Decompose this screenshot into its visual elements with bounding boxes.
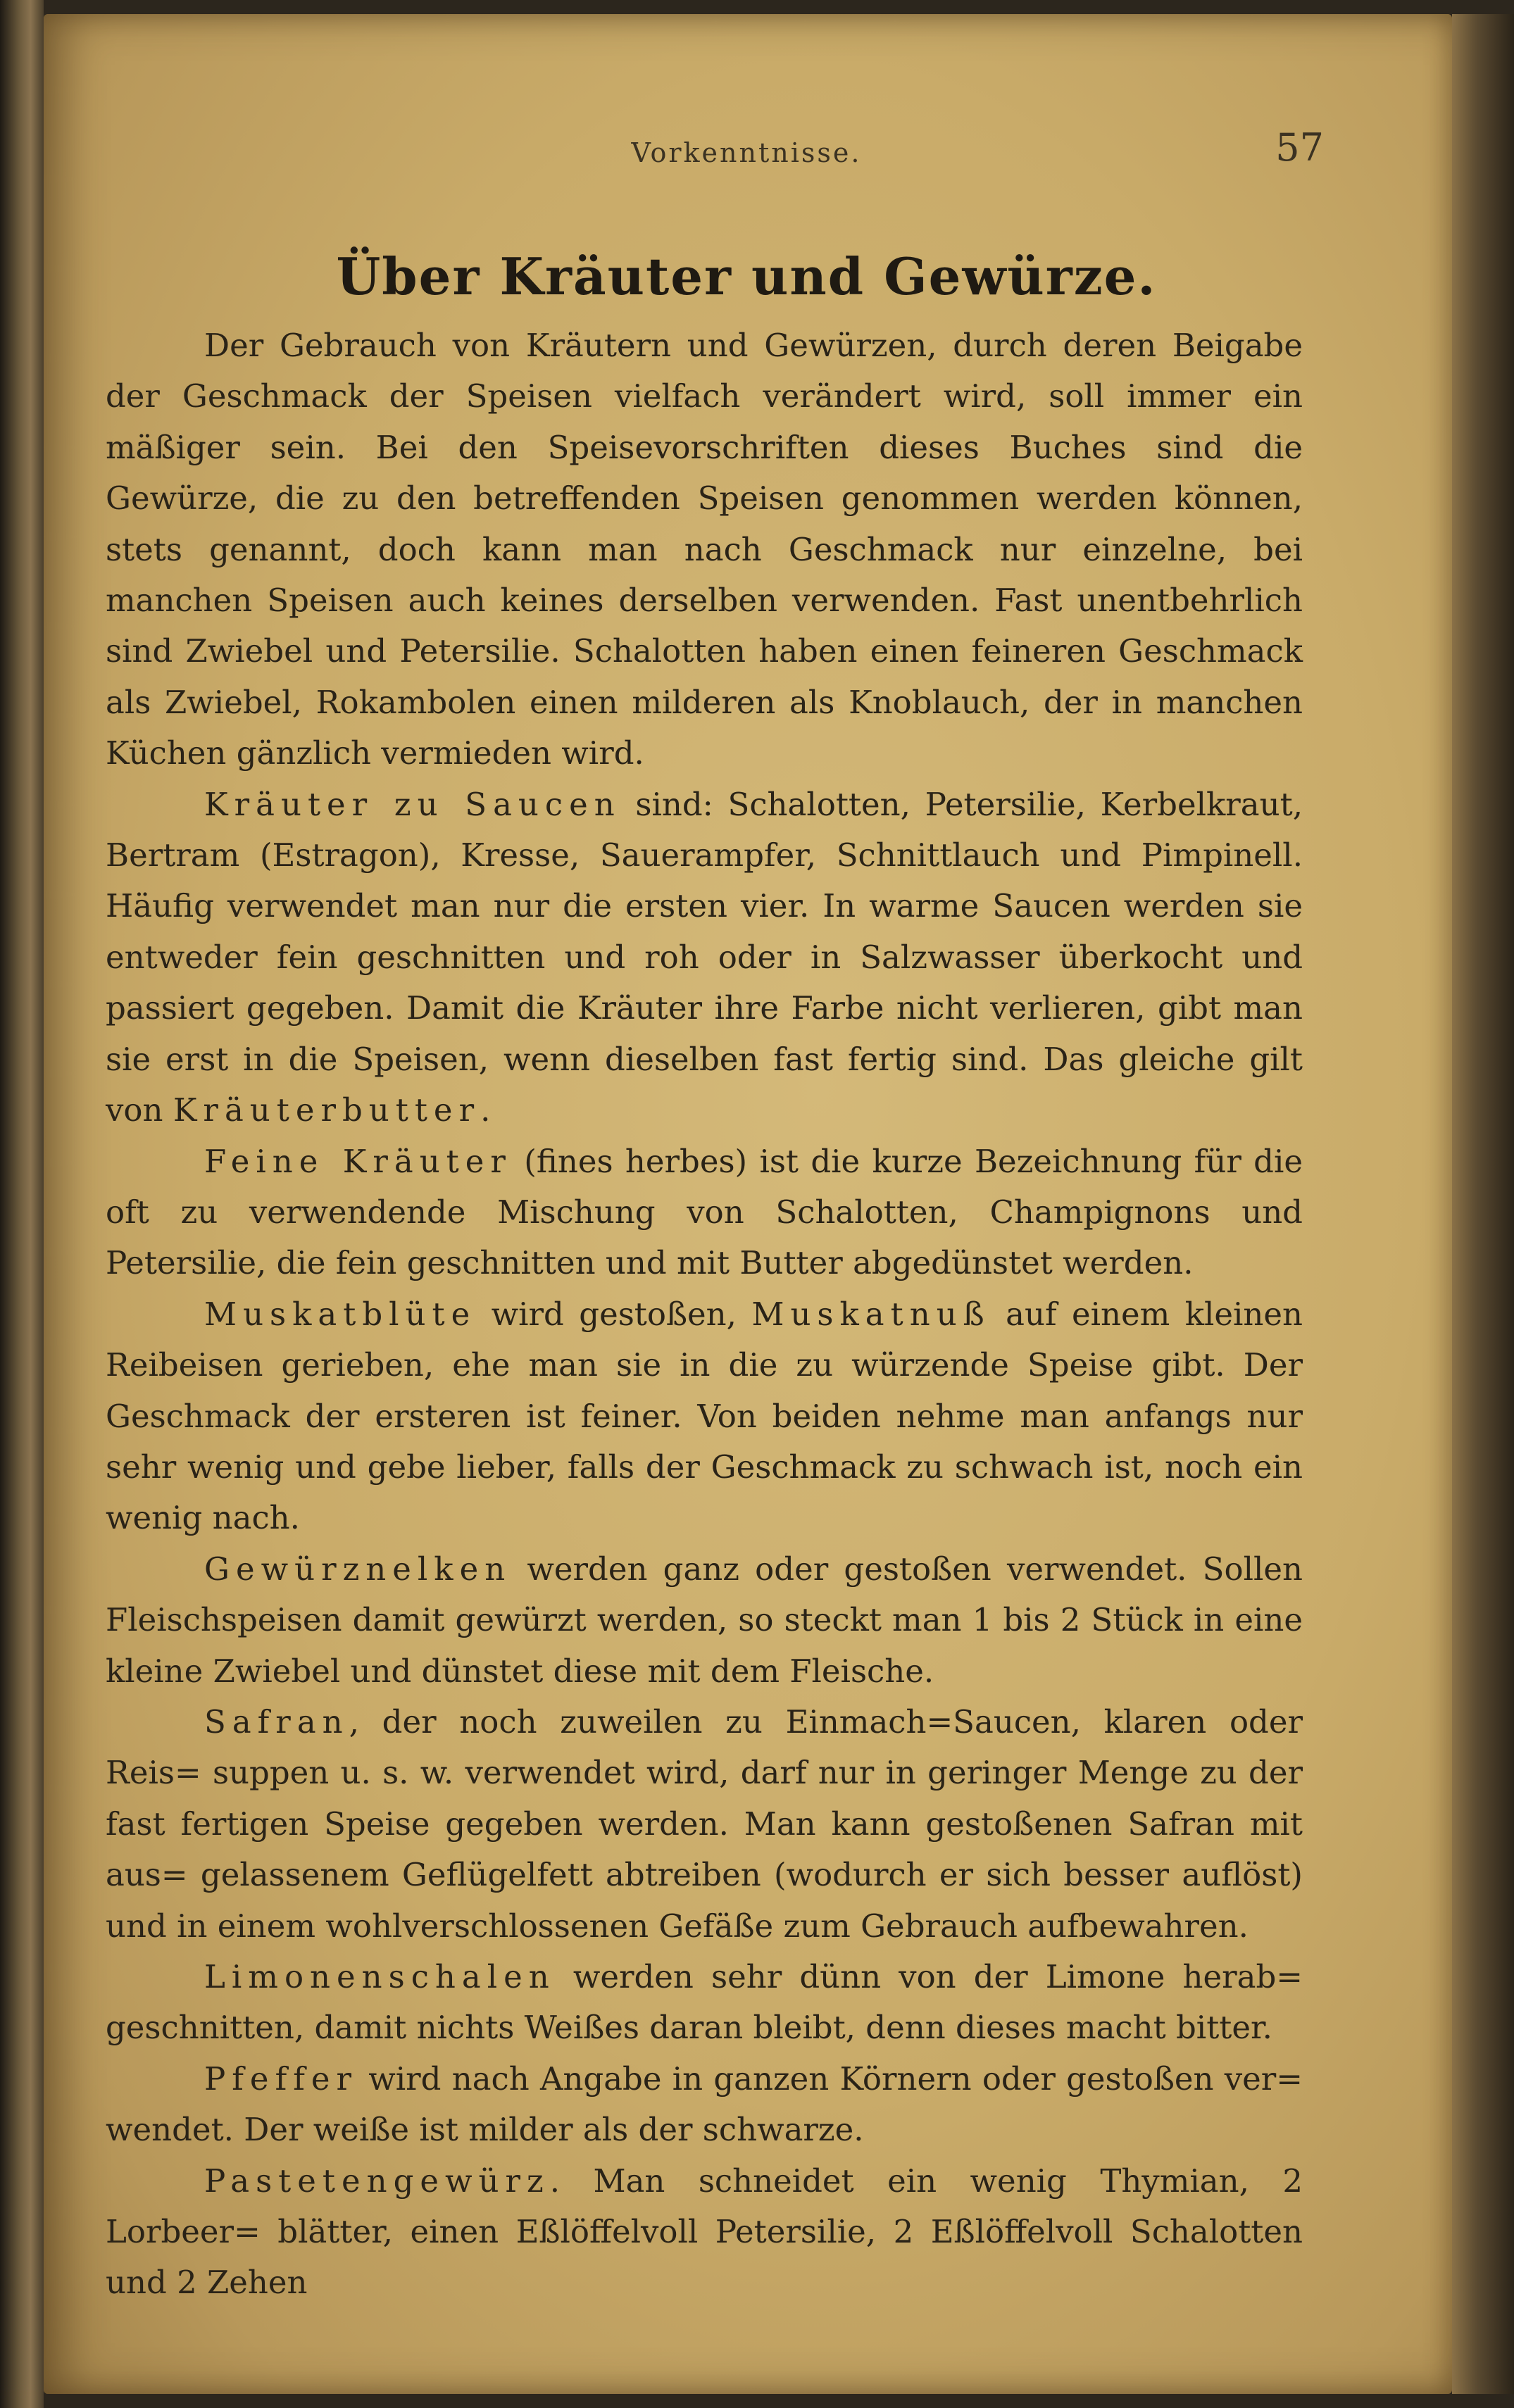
previous-page-edge [0,0,44,2408]
paragraph-text: wird nach Angabe in ganzen Körnern oder gestoßen ver= wendet. Der weiße ist milder als der schwarze. [106,2059,1303,2149]
paragraph-text: werden ganz oder gestoßen verwendet. Sollen Fleischspeisen damit gewürzt werden, so steckt man 1 bis 2 Stück in eine kleine Zwiebel und dünstet diese mit dem Fleische. [106,1550,1303,1690]
body-text [106,320,1303,2309]
paragraph-text: , der noch zuweilen zu Einmach=Saucen, klaren oder Reis= suppen u. s. w. verwendet wird, darf nur in geringer Menge zu der fast fertigen Speise gegeben werden. Man kann gestoßenen Safran mit aus= gelassenem Geflügelfett abtreiben (wodurch er sich besser auflöst) und in einem wohlverschlossenen Gefäße zum Gebrauch aufbewahren. [106,1702,1303,1945]
paragraph-text: . Man schneidet ein wenig Thymian, 2 Lorbeer= blätter, einen Eßlöffelvoll Petersilie, 2 Eßlöffelvoll Schalotten und 2 Zehen [106,2162,1303,2302]
paragraph-safran [106,1697,1303,1952]
paragraph-text: wird gestoßen, [476,1295,752,1333]
paragraph-trail: . [480,1091,491,1129]
paragraph-text-2: auf einem kleinen Reibeisen gerieben, ehe man sie in die zu würzende Speise gibt. Der Geschmack der ersteren ist feiner. Von beiden nehme man anfangs nur sehr wenig und gebe lieber, falls der Geschmack zu schwach ist, noch ein wenig nach. [106,1295,1303,1537]
paragraph-lead: Muskatblüte [204,1295,477,1333]
paragraph-lead: Limonenschalen [204,1958,556,1995]
paragraph-mid-spaced: Muskatnuß [751,1295,991,1333]
paragraph-limonenschalen [106,1952,1303,2054]
paragraph-lead: Pastetengewürz [204,2162,550,2200]
paragraph-gewuerznelken [106,1544,1303,1697]
paragraph-lead: Gewürznelken [204,1550,512,1588]
paragraph-intro [106,320,1303,779]
page-fore-edge [1452,14,1514,2394]
paragraph-lead: Kräuter zu Saucen [204,785,621,823]
paragraph-muskatbluete [106,1289,1303,1544]
chapter-title: Über Kräuter und Gewürze. [336,246,1157,306]
paragraph-lead: Safran [204,1702,349,1741]
paragraph-text: Der Gebrauch von Kräutern und Gewürzen, durch deren Beigabe der Geschmack der Speisen vielfach verändert wird, soll immer ein mäßiger sein. Bei den Speisevorschriften dieses Buches sind die Gewürze, die zu den betreffenden Speisen genommen werden können, stets genannt, doch kann man nach Geschmack nur einzelne, bei manchen Speisen auch keines derselben verwenden. Fast unentbehrlich sind Zwiebel und Petersilie. Schalotten haben einen feineren Geschmack als Zwiebel, Rokambolen einen milderen als Knoblauch, der in manchen Küchen gänzlich vermieden wird. [106,327,1303,772]
running-head: Vorkenntnisse. [631,137,862,168]
paragraph-text: (fines herbes) ist die kurze Bezeichnung für die oft zu verwendende Mischung von Schalotten, Champignons und Petersilie, die fein geschnitten und mit Butter abgedünstet werden. [106,1142,1303,1282]
paragraph-feine-kraeuter [106,1136,1303,1289]
paragraph-lead: Pfeffer [204,2059,358,2097]
paragraph-pfeffer [106,2054,1303,2156]
page-number: 57 [1275,125,1324,170]
paragraph-trail-spaced: Kräuterbutter [173,1091,481,1129]
paragraph-text: sind: Schalotten, Petersilie, Kerbelkraut, Bertram (Estragon), Kresse, Sauerampfer, Schnittlauch und Pimpinell. Häufig verwendet man nur die ersten vier. In warme Saucen werden sie entweder fein geschnitten und roh oder in Salzwasser überkocht und passiert gegeben. Damit die Kräuter ihre Farbe nicht verlieren, gibt man sie erst in die Speisen, wenn dieselben fast fertig sind. Das gleiche gilt von [106,785,1303,1129]
paragraph-lead: Feine Kräuter [204,1142,512,1180]
paragraph-text: werden sehr dünn von der Limone herab= geschnitten, damit nichts Weißes daran bleibt, denn dieses macht bitter. [106,1958,1303,2047]
paragraph-pastetengewuerz [106,2156,1303,2309]
paragraph-kraeuter-zu-saucen [106,779,1303,1136]
